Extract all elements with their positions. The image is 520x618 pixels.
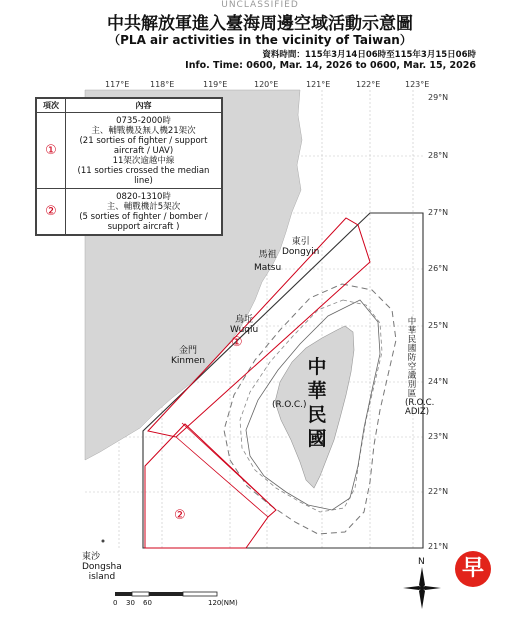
legend-row-2-time: 0820-1310時	[116, 191, 171, 202]
lat-label-25: 25°N	[428, 321, 449, 330]
lat-label-21: 21°N	[428, 542, 449, 551]
info-time-en: Info. Time: 0600, Mar. 14, 2026 to 0600, Mar. 15, 2026	[185, 60, 476, 71]
adiz-label: 中華民國防空識別區(R.O.C. ADIZ)	[405, 317, 435, 417]
scale-unit: (NM)	[221, 599, 238, 607]
place-matsu-en: Matsu	[254, 263, 282, 273]
lon-label-118: 118°E	[150, 80, 175, 89]
scale-tick-60: 60	[143, 599, 152, 607]
lat-label-22: 22°N	[428, 487, 449, 496]
lon-label-119: 119°E	[203, 80, 228, 89]
legend-row-1-zh2: 11架次逾越中線	[112, 155, 175, 166]
legend-row-1-desc	[66, 113, 222, 189]
lat-label-29: 29°N	[428, 93, 449, 102]
page-subtitle: （PLA air activities in the vicinity of Taiwan）	[108, 33, 412, 47]
legend-col-content: 內容	[66, 99, 222, 113]
zone-1-label: ①	[231, 335, 243, 350]
roc-name-label: 中華民國	[307, 356, 327, 450]
place-dongsha	[82, 552, 122, 582]
compass-rose	[403, 557, 443, 613]
place-matsu-zh: 馬祖	[258, 250, 277, 260]
legend-row-1-en: (21 sorties of fighter / support aircraft / UAV)	[79, 135, 208, 156]
place-dongyin-en: Dongyin	[282, 247, 320, 257]
activity-zone-2	[145, 424, 276, 548]
place-kinmen-en: Kinmen	[171, 356, 206, 366]
place-dongsha-zh: 東沙	[82, 552, 101, 562]
lat-label-24: 24°N	[428, 377, 449, 386]
zone-2-label: ②	[174, 508, 186, 523]
scale-bar-graphic	[113, 591, 243, 599]
lon-label-122: 122°E	[356, 80, 381, 89]
legend-row-2-en: (5 sorties of fighter / bomber / support aircraft )	[79, 211, 208, 232]
legend-table	[35, 97, 223, 236]
place-kinmen	[171, 346, 205, 366]
place-wuqiu-en: Wuqiu	[230, 325, 259, 335]
lon-label-121: 121°E	[306, 80, 331, 89]
dongsha-island-marker	[102, 540, 105, 543]
place-dongyin-zh: 東引	[291, 237, 310, 247]
place-wuqiu-zh: 烏坵	[235, 315, 254, 325]
scale-tick-30: 30	[126, 599, 135, 607]
place-dongsha-en: Dongsha	[82, 562, 122, 572]
legend-row-1-time: 0735-2000時	[116, 115, 171, 126]
lon-label-117: 117°E	[105, 80, 130, 89]
lon-label-123: 123°E	[405, 80, 430, 89]
legend-row-2-zh: 主、輔戰機計5架次	[106, 201, 181, 212]
lon-label-120: 120°E	[254, 80, 279, 89]
place-dongyin	[282, 237, 319, 257]
place-matsu	[254, 250, 281, 273]
compass-star-icon	[403, 565, 443, 609]
legend-row-2-num: ②	[37, 189, 66, 235]
lat-label-28: 28°N	[428, 151, 449, 160]
compass-north-label: N	[418, 557, 425, 567]
legend-row-2-desc	[66, 189, 222, 235]
info-time-zh: 資料時間：115年3月14日06時至115年3月15日06時	[262, 50, 476, 60]
publisher-badge-icon: 早	[455, 551, 491, 587]
place-wuqiu	[230, 315, 258, 335]
scale-tick-120: 120	[208, 599, 222, 607]
classification-banner: UNCLASSIFIED	[221, 0, 299, 10]
legend-row-1-en2: (11 sorties crossed the median line)	[77, 165, 210, 186]
lat-label-26: 26°N	[428, 264, 449, 273]
scale-tick-0: 0	[113, 599, 118, 607]
legend-row-1-zh: 主、輔戰機及無人機21架次	[91, 125, 196, 136]
place-dongsha-en2: island	[88, 572, 116, 582]
legend-col-item: 項次	[37, 99, 66, 113]
lat-label-23: 23°N	[428, 432, 449, 441]
legend-row-1-num: ①	[37, 113, 66, 189]
place-kinmen-zh: 金門	[179, 346, 198, 356]
roc-abbrev-label: (R.O.C.)	[272, 400, 307, 410]
page-title: 中共解放軍進入臺海周邊空域活動示意圖	[107, 14, 413, 34]
lat-label-27: 27°N	[428, 208, 449, 217]
